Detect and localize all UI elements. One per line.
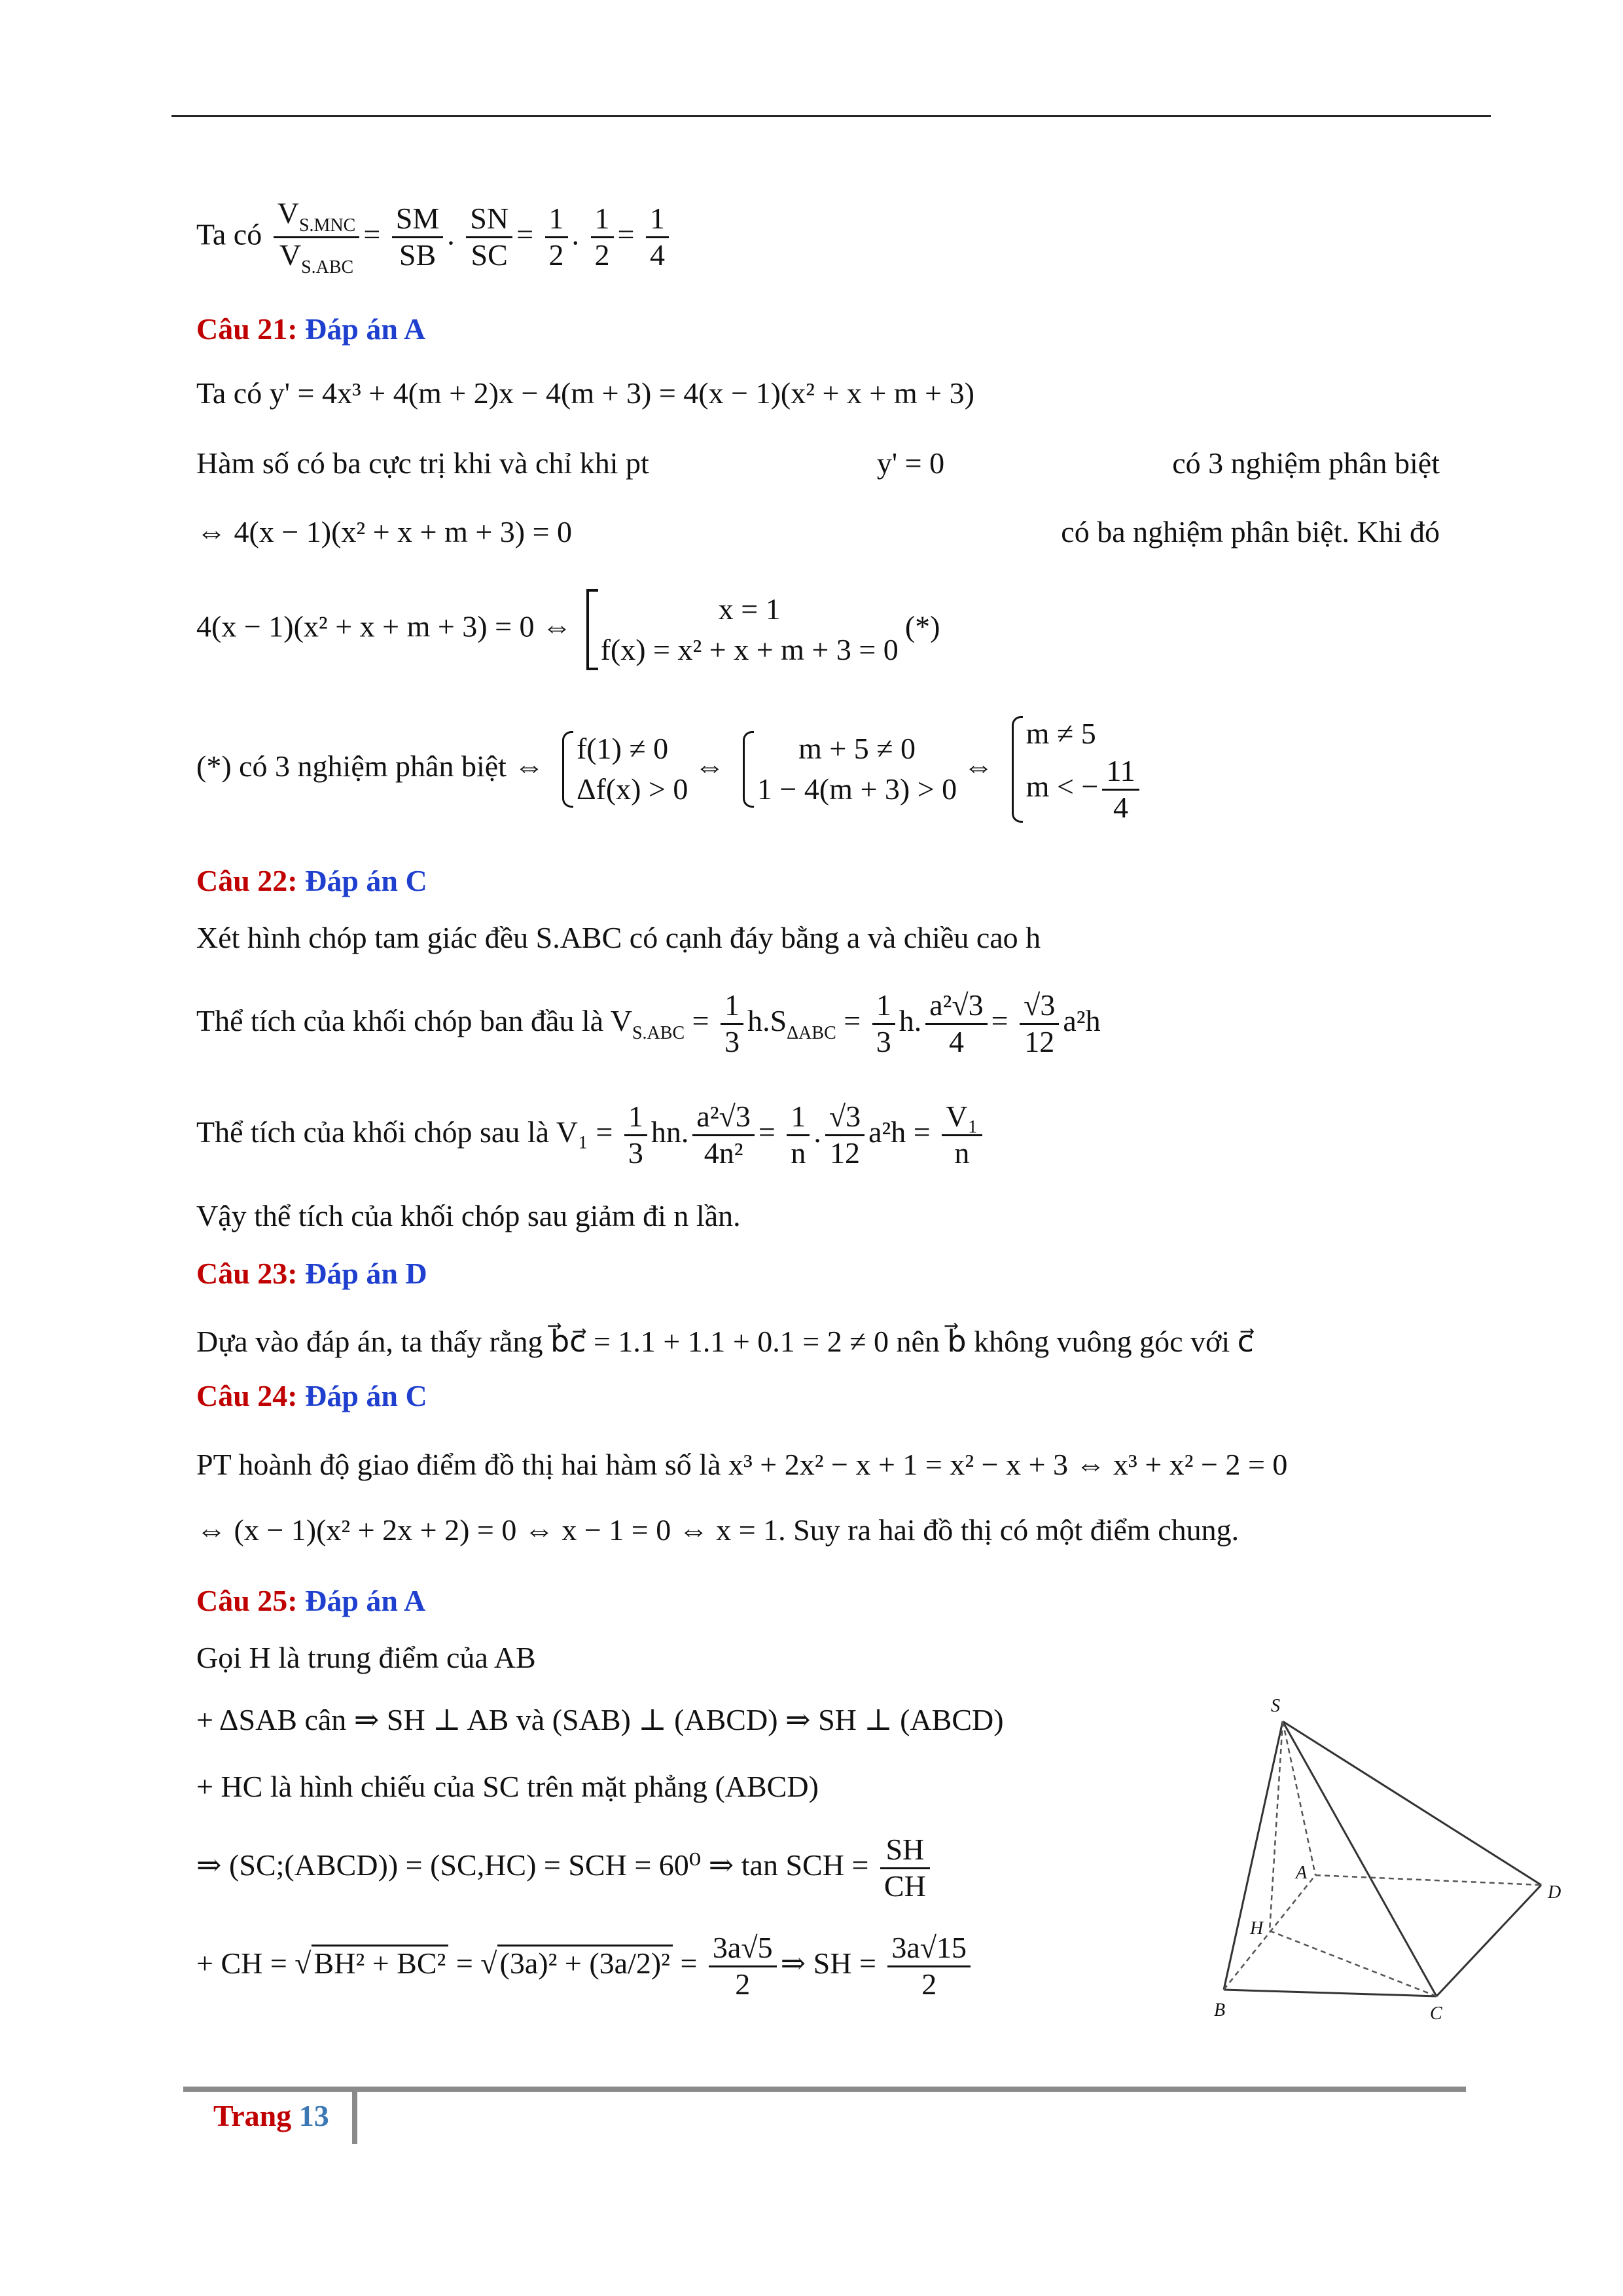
c21-line4: 4(x − 1)(x² + x + m + 3) = 0 ⇔ x = 1 f(x) = x² + x + m + 3 = 0 (*) xyxy=(196,589,940,670)
c25-line5: + CH = √BH² + BC² = √(3a)² + (3a/2)² = $\frac{3a√5}{2}$ ⇒ SH = $\frac{3a√15}{2}$ xyxy=(196,1931,974,2002)
label-D: D xyxy=(1548,1882,1561,1903)
question-22-heading: Câu 22: Đáp án C xyxy=(196,864,427,897)
ratio-frac: $\frac{V_{S.MNC}}{V_{S.ABC}}$ xyxy=(274,196,360,278)
pyramid-diagram xyxy=(1211,1682,1577,2036)
c24-line2: ⇔ (x − 1)(x² + 2x + 2) = 0 ⇔ x − 1 = 0 ⇔ x = 1. Suy ra hai đồ thị có một điểm chung. xyxy=(196,1513,1240,1547)
bracket-system: x = 1 f(x) = x² + x + m + 3 = 0 xyxy=(586,589,899,670)
c22-line1: Xét hình chóp tam giác đều S.ABC có cạnh đáy bằng a và chiều cao h xyxy=(196,921,1041,954)
question-25-heading: Câu 25: Đáp án A xyxy=(196,1584,426,1617)
c22-line3: Thể tích của khối chóp sau là V₁ = $\frac{1}{3}$ hn. $\frac{\text{a²√3}}{\text{4n²}}$ = $\frac{1}{n}$ . $\frac{√3}{12}$ a²h = $\frac{\text{V₁}}{n}$ xyxy=(196,1100,986,1171)
c21-line2: Hàm số có ba cực trị khi và chỉ khi pt y' = 0 có 3 nghiệm phân biệt xyxy=(196,446,1440,480)
ratio-line: Ta có $\frac{V_{S.MNC}}{V_{S.ABC}}$ = $\frac{SM}{SB}$ . $\frac{SN}{SC}$ = $\frac{1}{2}$ . $\frac{1}{2}$ = $\frac{1}{4}$ xyxy=(196,196,673,278)
c24-line1: PT hoành độ giao điểm đồ thị hai hàm số là x³ + 2x² − x + 1 = x² − x + 3 ⇔ x³ + x² − 2 = 0 xyxy=(196,1448,1288,1481)
label-S: S xyxy=(1271,1696,1280,1716)
edge-CD xyxy=(1436,1885,1541,1996)
question-21-heading: Câu 21: Đáp án A xyxy=(196,312,426,346)
c25-line4: ⇒ (SC;(ABCD)) = (SC,HC) = SCH = 60⁰ ⇒ tan SCH = $\frac{SH}{CH}$ xyxy=(196,1833,934,1904)
question-23-heading: Câu 23: Đáp án D xyxy=(196,1257,427,1290)
label-B: B xyxy=(1214,2000,1226,2020)
text: Ta có xyxy=(196,217,262,251)
c22-line4: Vậy thể tích của khối chóp sau giảm đi n lần. xyxy=(196,1199,741,1232)
page-number: Trang 13 xyxy=(213,2099,329,2132)
edge-BC xyxy=(1224,1990,1436,1996)
c25-line2: + ΔSAB cân ⇒ SH ⊥ AB và (SAB) ⊥ (ABCD) ⇒ SH ⊥ (ABCD) xyxy=(196,1703,1004,1736)
footer-divider xyxy=(352,2092,357,2144)
header-rule xyxy=(171,115,1491,117)
edge-BA xyxy=(1224,1875,1315,1990)
edge-AD xyxy=(1315,1875,1541,1885)
question-24-heading: Câu 24: Đáp án C xyxy=(196,1379,427,1412)
c25-line1: Gọi H là trung điểm của AB xyxy=(196,1641,536,1674)
footer-rule xyxy=(183,2087,1466,2092)
edge-SA xyxy=(1283,1721,1315,1875)
c25-line3: + HC là hình chiếu của SC trên mặt phẳng (ABCD) xyxy=(196,1770,819,1803)
c21-line5: (*) có 3 nghiệm phân biệt ⇔ f(1) ≠ 0 Δf(x) > 0 ⇔ m + 5 ≠ 0 1 − 4(m + 3) > 0 ⇔ m ≠ 5 m < − $\frac{11}{4}$ xyxy=(196,713,1150,825)
c21-line3: ⇔ 4(x − 1)(x² + x + m + 3) = 0 có ba nghiệm phân biệt. Khi đó xyxy=(196,515,1440,548)
edge-HC xyxy=(1270,1931,1436,1996)
label-H: H xyxy=(1250,1918,1264,1939)
label-C: C xyxy=(1430,2003,1442,2024)
edge-SB xyxy=(1224,1721,1283,1990)
edge-SD xyxy=(1283,1721,1541,1885)
c21-derivative: Ta có y' = 4x³ + 4(m + 2)x − 4(m + 3) = 4(x − 1)(x² + x + m + 3) xyxy=(196,376,974,410)
label-A: A xyxy=(1296,1863,1308,1883)
c22-line2: Thể tích của khối chóp ban đầu là $V_{S.ABC}$ = $\frac{1}{3}$ $h.S_{\Delta ABC}$ = $\frac{1}{3}$ h. $\frac{\text{a²√3}}{4}$ = $\frac{√3}{12}$ a²h xyxy=(196,988,1101,1058)
c23-line1: Dựa vào đáp án, ta thấy rằng b⃗c⃗ = 1.1 + 1.1 + 0.1 = 2 ≠ 0 nên b⃗ không vuông góc với c⃗ xyxy=(196,1325,1254,1358)
